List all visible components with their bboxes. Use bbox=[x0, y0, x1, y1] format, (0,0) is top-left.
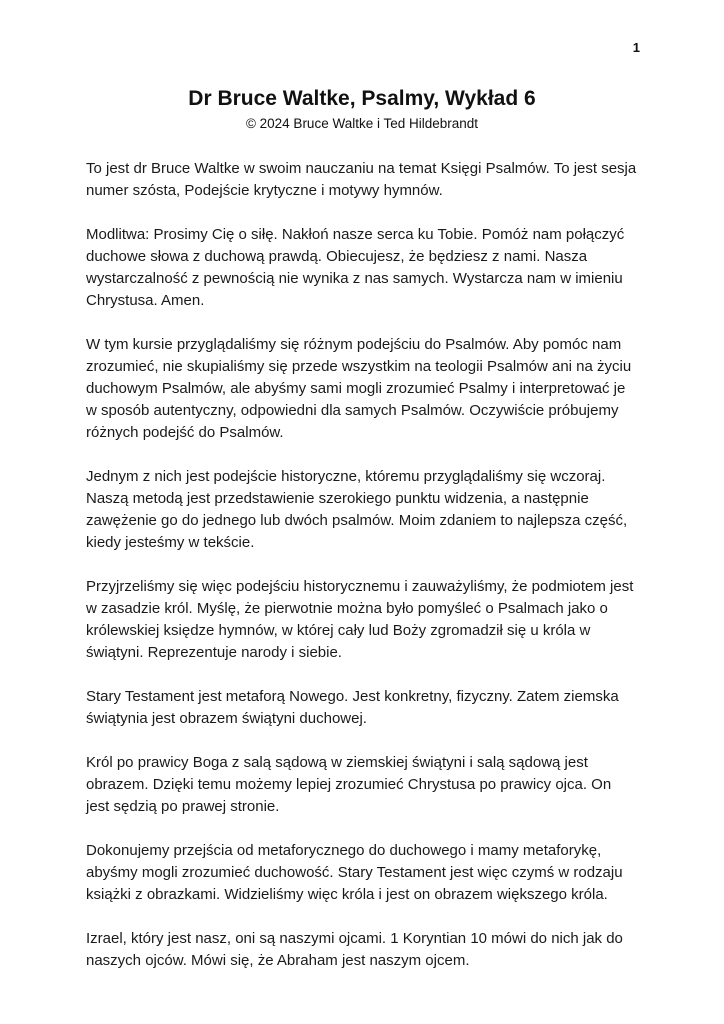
paragraph-king-subject: Przyjrzeliśmy się więc podejściu historycznemu i zauważyliśmy, że podmiotem jest w zasadzie król. Myślę, że pierwotnie można było pomyśleć o Psalmach jako o królewskiej księdze hymnów, w której cały lud Boży zgromadził się u króla w świątyni. Reprezentuje narody i siebie. bbox=[86, 578, 634, 661]
paragraph-king-right-hand: Król po prawicy Boga z salą sądową w ziemskiej świątyni i salą sądową jest obrazem. Dzięki temu możemy lepiej zrozumieć Chrystusa po prawicy ojca. On jest sędzią po prawej stronie. bbox=[86, 754, 612, 815]
paragraph-metaphoric-to-spiritual: Dokonujemy przejścia od metaforycznego do duchowego i mamy metaforykę, abyśmy mogli zrozumieć duchowość. Stary Testament jest więc czymś w rodzaju książki z obrazkami. Widzieliśmy więc króla i jest on obrazem większego króla. bbox=[86, 842, 623, 903]
paragraph-intro: To jest dr Bruce Waltke w swoim nauczaniu na temat Księgi Psalmów. To jest sesja numer szósta, Podejście krytyczne i motywy hymnów. bbox=[86, 160, 637, 199]
paragraph-old-testament-metaphor: Stary Testament jest metaforą Nowego. Jest konkretny, fizyczny. Zatem ziemska świątynia jest obrazem świątyni duchowej. bbox=[86, 688, 619, 727]
paragraph-israel-fathers: Izrael, który jest nasz, oni są naszymi ojcami. 1 Koryntian 10 mówi do nich jak do naszych ojców. Mówi się, że Abraham jest naszym ojcem. bbox=[86, 930, 623, 969]
paragraph-historical-approach: Jednym z nich jest podejście historyczne, któremu przyglądaliśmy się wczoraj. Naszą metodą jest przedstawienie szerokiego punktu widzenia, a następnie zawężenie go do jednego lub dwóch psalmów. Moim zdaniem to najlepsza część, kiedy jesteśmy w tekście. bbox=[86, 468, 628, 551]
paragraph-prayer: Modlitwa: Prosimy Cię o siłę. Nakłoń nasze serca ku Tobie. Pomóż nam połączyć duchowe słowa z duchową prawdą. Obiecujesz, że będziesz z nami. Nasza wystarczalność z pewnością nie wynika z nas samych. Wystarcza nam w imieniu Chrystusa. Amen. bbox=[86, 226, 625, 309]
page-number: 1 bbox=[632, 40, 640, 55]
document-body bbox=[86, 158, 638, 972]
document-title: Dr Bruce Waltke, Psalmy, Wykład 6 bbox=[188, 87, 536, 110]
copyright-line: © 2024 Bruce Waltke i Ted Hildebrandt bbox=[245, 116, 479, 131]
paragraph-course-overview: W tym kursie przyglądaliśmy się różnym podejściu do Psalmów. Aby pomóc nam zrozumieć, nie skupialiśmy się przede wszystkim na teologii Psalmów ani na życiu duchowym Psalmów, ale abyśmy sami mogli zrozumieć Psalmy i interpretować je w sposób autentyczny, odpowiedni dla samych Psalmów. Oczywiście próbujemy różnych podejść do Psalmów. bbox=[86, 336, 632, 441]
